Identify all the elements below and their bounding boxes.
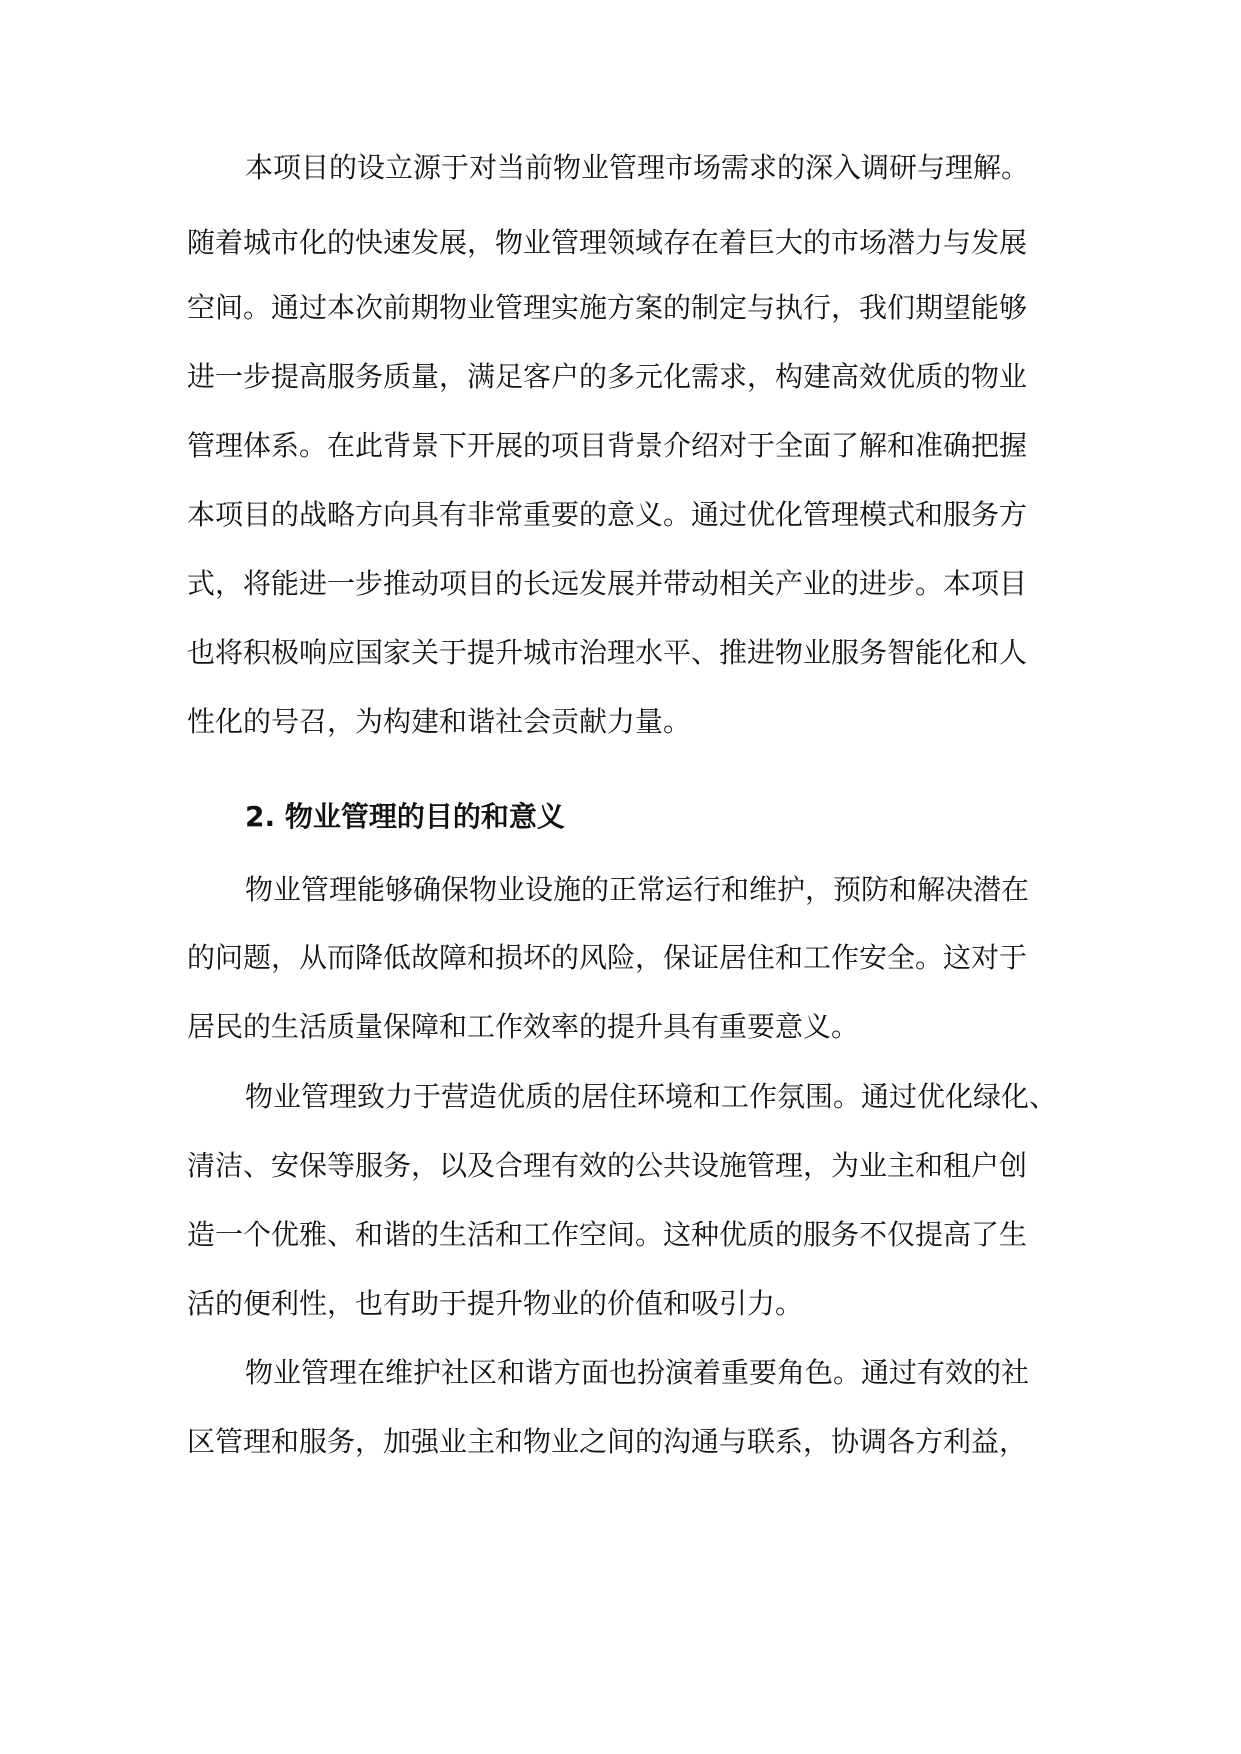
paragraph-line: 管理体系。在此背景下开展的项目背景介绍对于全面了解和准确把握 bbox=[187, 429, 1028, 462]
paragraph-line: 空间。通过本次前期物业管理实施方案的制定与执行，我们期望能够 bbox=[187, 291, 1028, 324]
paragraph-line: 式，将能进一步推动项目的长远发展并带动相关产业的进步。本项目 bbox=[187, 567, 1028, 600]
paragraph-line: 活的便利性，也有助于提升物业的价值和吸引力。 bbox=[187, 1287, 804, 1320]
paragraph-line: 居民的生活质量保障和工作效率的提升具有重要意义。 bbox=[187, 1010, 860, 1043]
paragraph-line: 造一个优雅、和谐的生活和工作空间。这种优质的服务不仅提高了生 bbox=[187, 1218, 1028, 1251]
paragraph-line: 本项目的设立源于对当前物业管理市场需求的深入调研与理解。 bbox=[245, 151, 1030, 184]
paragraph-line: 的问题，从而降低故障和损坏的风险，保证居住和工作安全。这对于 bbox=[187, 941, 1028, 974]
paragraph-line: 物业管理致力于营造优质的居住环境和工作氛围。通过优化绿化、 bbox=[245, 1080, 1058, 1113]
paragraph-line: 性化的号召，为构建和谐社会贡献力量。 bbox=[187, 705, 692, 738]
paragraph-line: 清洁、安保等服务，以及合理有效的公共设施管理，为业主和租户创 bbox=[187, 1149, 1028, 1182]
paragraph-line: 物业管理能够确保物业设施的正常运行和维护，预防和解决潜在 bbox=[245, 873, 1030, 906]
paragraph-line: 本项目的战略方向具有非常重要的意义。通过优化管理模式和服务方 bbox=[187, 498, 1028, 531]
paragraph-line: 进一步提高服务质量，满足客户的多元化需求，构建高效优质的物业 bbox=[187, 360, 1028, 393]
paragraph-line: 物业管理在维护社区和谐方面也扮演着重要角色。通过有效的社 bbox=[245, 1356, 1030, 1389]
paragraph-line: 也将积极响应国家关于提升城市治理水平、推进物业服务智能化和人 bbox=[187, 636, 1028, 669]
section-heading: 2. 物业管理的目的和意义 bbox=[245, 800, 565, 833]
paragraph-line: 区管理和服务，加强业主和物业之间的沟通与联系，协调各方利益， bbox=[187, 1425, 1028, 1458]
paragraph-line: 随着城市化的快速发展，物业管理领域存在着巨大的市场潜力与发展 bbox=[187, 226, 1028, 259]
